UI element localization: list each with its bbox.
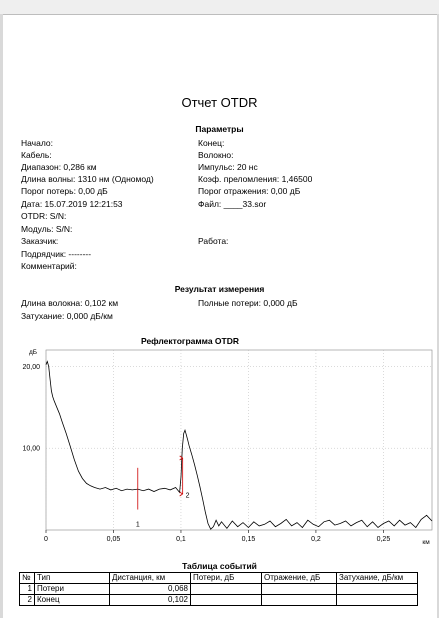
plot-area <box>46 350 432 530</box>
end-label: Конец: <box>198 138 225 148</box>
x-tick-label: 0,2 <box>311 536 321 543</box>
row-attenuation <box>337 584 418 595</box>
col-num-header: № <box>20 573 35 584</box>
report-title: Отчет OTDR <box>181 95 258 110</box>
fiber-label: Волокно: <box>198 150 234 160</box>
comment-label: Комментарий: <box>21 261 77 271</box>
x-tick-label: 0,15 <box>241 536 256 543</box>
col-reflection-header: Отражение, дБ <box>262 573 337 584</box>
date-value: Дата: 15.07.2019 12:21:53 <box>21 199 123 209</box>
x-tick-label: 0,1 <box>176 536 186 543</box>
x-tick-label: 0 <box>44 536 48 543</box>
marker-2-label: 2 <box>185 492 190 500</box>
marker-1-label: 1 <box>135 521 140 529</box>
start-label: Начало: <box>21 138 53 148</box>
col-attenuation-header: Затухание, дБ/км <box>337 573 418 584</box>
y-tick-label: 10,00 <box>22 445 40 453</box>
row-type: Конец <box>35 595 110 606</box>
events-table <box>19 572 418 606</box>
row-distance: 0,102 <box>110 595 191 606</box>
y-tick-label: 20,00 <box>22 363 40 371</box>
x-tick-label: 0,25 <box>376 536 391 543</box>
chart-title: Рефлектограмма OTDR <box>140 336 239 346</box>
wavelength-value: Длина волны: 1310 нм (Одномод) <box>21 174 154 184</box>
table-row <box>20 584 418 595</box>
events-heading: Таблица событий <box>182 561 257 571</box>
y-axis-label: дБ <box>28 349 38 356</box>
work-label: Работа: <box>198 236 229 246</box>
row-reflection <box>262 584 337 595</box>
params-heading: Параметры <box>195 124 244 134</box>
attenuation-value: Затухание: 0,000 дБ/км <box>21 311 113 321</box>
result-heading: Результат измерения <box>174 284 265 294</box>
pulse-value: Импульс: 20 нс <box>198 162 258 172</box>
row-loss <box>191 595 262 606</box>
loss-threshold-value: Порог потерь: 0,00 дБ <box>21 186 108 196</box>
row-attenuation <box>337 595 418 606</box>
col-type-header: Тип <box>35 573 110 584</box>
total-loss-value: Полные потери: 0,000 дБ <box>198 298 298 308</box>
module-serial: Модуль: S/N: <box>21 224 73 234</box>
otdr-serial: OTDR: S/N: <box>21 211 67 221</box>
customer-label: Заказчик: <box>21 236 59 246</box>
events-header-row <box>20 573 418 584</box>
fiber-length-value: Длина волокна: 0,102 км <box>21 298 119 308</box>
col-loss-header: Потери, дБ <box>191 573 262 584</box>
row-type: Потери <box>35 584 110 595</box>
table-row <box>20 595 418 606</box>
row-reflection <box>262 595 337 606</box>
row-distance: 0,068 <box>110 584 191 595</box>
contractor-label: Подрядчик: -------- <box>21 249 92 259</box>
trace-line <box>46 362 432 530</box>
x-axis-label: км <box>422 539 430 546</box>
cable-label: Кабель: <box>21 150 52 160</box>
range-value: Диапазон: 0,286 км <box>21 162 97 172</box>
refraction-index-value: Коэф. преломления: 1,46500 <box>198 174 313 184</box>
x-tick-label: 0,05 <box>106 536 121 543</box>
col-distance-header: Дистанция, км <box>110 573 191 584</box>
file-value: Файл: ____33.sor <box>198 199 267 209</box>
reflection-threshold-value: Порог отражения: 0,00 дБ <box>198 186 301 196</box>
row-num: 2 <box>20 595 35 606</box>
row-loss <box>191 584 262 595</box>
row-num: 1 <box>20 584 35 595</box>
